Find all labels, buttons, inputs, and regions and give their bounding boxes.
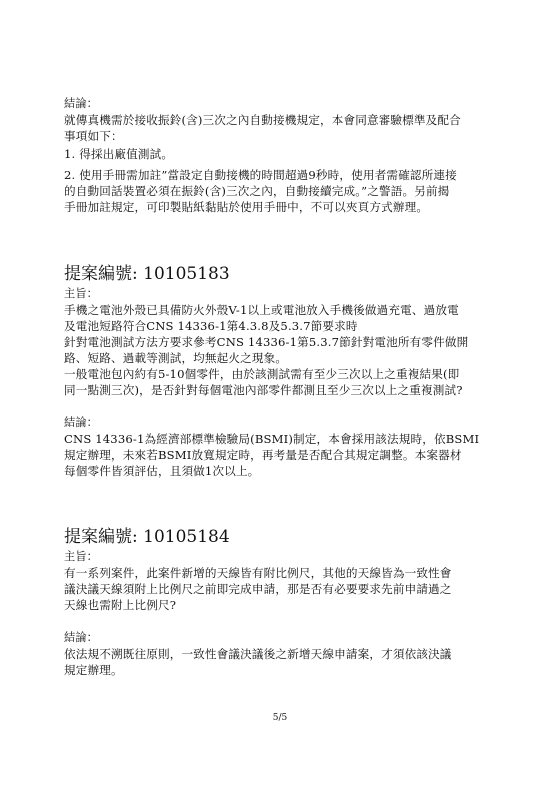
conclusion-text-line: 就傳真機需於接收振鈴(含)三次之內自動接機規定，本會同意審驗標準及配合	[64, 113, 461, 127]
page-number: 5/5	[272, 713, 288, 723]
conclusion-text-line: 每個零件皆須評估，且須做1次以上。	[64, 464, 260, 478]
proposal-subject-section	[64, 286, 504, 398]
subject-text-line: 針對電池測試方法方要求參考CNS 14336-1第5.3.7節針對電池所有零件做開	[64, 335, 469, 349]
proposal-heading: 提案編號: 10105184	[64, 527, 230, 547]
proposal-conclusion-section	[64, 415, 504, 479]
subject-text-line: 一般電池包內約有5-10個零件，由於該測試需有至少三次以上之重複結果(即	[64, 367, 460, 381]
conclusion-text-line: 依法規不溯既往原則，一致性會議決議後之新增天線申請案，才須依該決議	[64, 647, 452, 661]
conclusion-label: 結論：	[64, 97, 99, 110]
subject-text-line: 議決議天線須附上比例尺之前即完成申請，那是否有必要要求先前申請過之	[64, 582, 452, 596]
conclusion-item-2-line: 2. 使用手冊需加註”當設定自動接機的時間超過9秒時，使用者需確認所連接	[64, 168, 457, 182]
subject-text-line: 天線也需附上比例尺?	[64, 598, 177, 612]
subject-text-line: 路、短路、過載等測試，均無起火之現象。	[64, 351, 288, 365]
subject-label: 主旨：	[64, 550, 99, 563]
subject-text-line: 及電池短路符合CNS 14336-1第4.3.8及5.3.7節要求時	[64, 319, 358, 333]
subject-label: 主旨：	[64, 287, 99, 300]
conclusion-item-2-line: 的自動回話裝置必須在振鈴(含)三次之內，自動接續完成。”之警語。另前揭	[64, 184, 450, 198]
subject-text-line: 有一系列案件，此案件新增的天線皆有附比例尺，其他的天線皆為一致性會	[64, 566, 452, 580]
conclusion-section-1	[64, 96, 504, 215]
conclusion-item-1: 1. 得採出廠值測試。	[64, 147, 174, 161]
proposal-conclusion-section	[64, 630, 504, 678]
conclusion-text-line: 規定辦理，未來若BSMI放寬規定時，再考量是否配合其規定調整。本案器材	[64, 448, 462, 462]
conclusion-label: 結論：	[64, 416, 99, 429]
subject-text-line: 同一點測三次)，是否針對每個電池內部零件都測且至少三次以上之重複測試?	[64, 383, 463, 397]
conclusion-text-line: 事項如下：	[64, 129, 123, 143]
conclusion-text-line: 規定辦理。	[64, 663, 123, 677]
conclusion-text-line: CNS 14336-1為經濟部標準檢驗局(BSMI)制定，本會採用該法規時，依BSMI	[64, 432, 480, 446]
subject-text-line: 手機之電池外殼已具備防火外殼V-1以上或電池放入手機後做過充電、過放電	[64, 303, 459, 317]
proposal-subject-section	[64, 549, 504, 613]
conclusion-item-2-line: 手冊加註規定，可印製貼紙黏貼於使用手冊中，不可以夾頁方式辦理。	[64, 200, 429, 214]
conclusion-label: 結論：	[64, 631, 99, 644]
proposal-heading: 提案編號: 10105183	[64, 264, 230, 284]
